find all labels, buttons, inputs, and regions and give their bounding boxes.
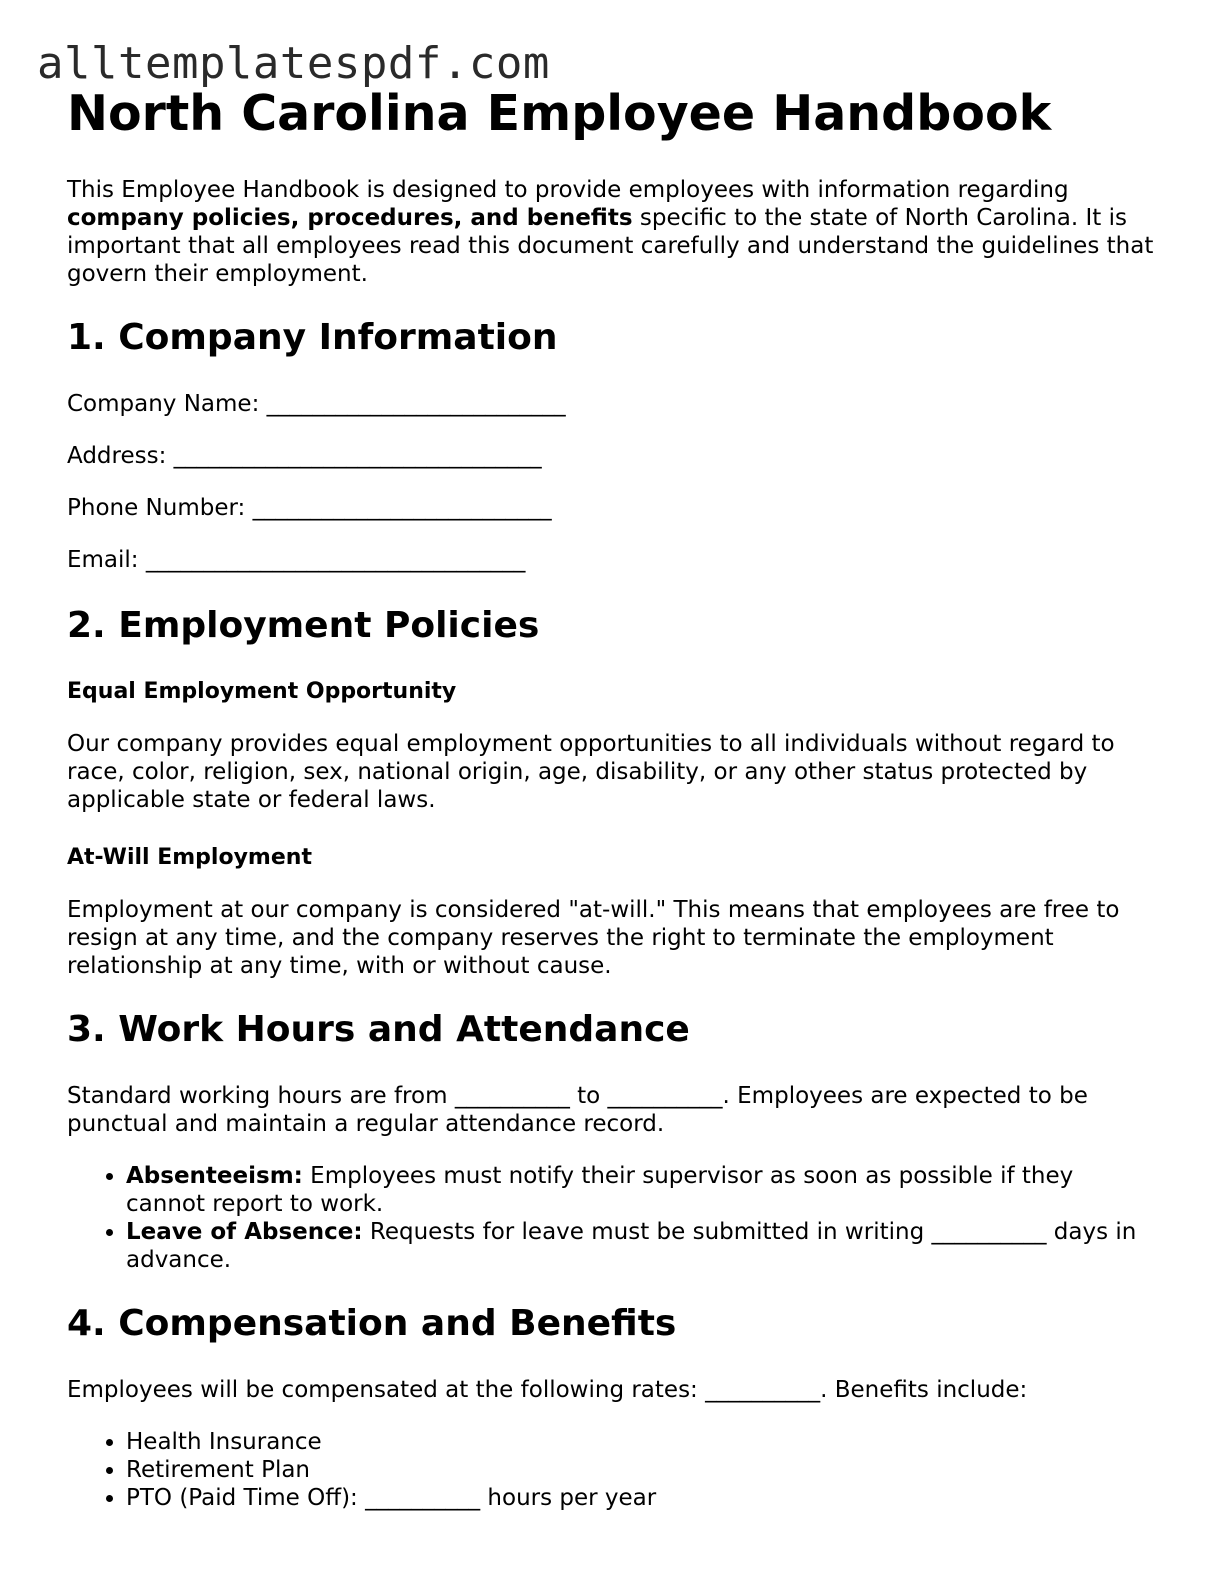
intro-bold-text: company policies, procedures, and benefits xyxy=(67,205,633,231)
work-hours-text: Standard working hours are from xyxy=(67,1083,455,1109)
company-info-fields xyxy=(67,390,1157,574)
field-label: Phone Number: xyxy=(67,495,253,521)
company-name-blank[interactable]: __________________________ xyxy=(266,391,566,417)
email-blank[interactable]: _________________________________ xyxy=(145,547,526,573)
page-title: North Carolina Employee Handbook xyxy=(67,85,1052,142)
bullet-term: Leave of Absence: xyxy=(126,1219,363,1245)
eeo-heading: Equal Employment Opportunity xyxy=(67,679,457,704)
field-label: Company Name: xyxy=(67,391,267,417)
list-item: • PTO (Paid Time Off): __________ hours per year xyxy=(126,1484,1157,1512)
section-3-heading: 3. Work Hours and Attendance xyxy=(67,1009,690,1050)
benefits-list xyxy=(67,1428,1157,1512)
compensation-paragraph: Employees will be compensated at the following rates: __________. Benefits include: xyxy=(67,1377,1028,1403)
bullet-text: Employees must notify their supervisor as soon as possible if they cannot report to work. xyxy=(126,1163,1074,1217)
at-will-heading: At-Will Employment xyxy=(67,845,312,870)
document-page xyxy=(67,84,1157,1512)
phone-number-blank[interactable]: __________________________ xyxy=(252,495,552,521)
watermark: alltemplatespdf.com xyxy=(37,38,550,89)
work-hours-text: . Employees are expected to be punctual and maintain a regular attendance record. xyxy=(67,1083,1088,1137)
eeo-paragraph: Our company provides equal employment opportunities to all individuals without regard to race, color, religion, sex, national origin, age, disability, or any other status protected by applicable state or federal laws. xyxy=(67,731,1115,813)
list-item xyxy=(126,1218,1157,1274)
end-time-blank[interactable]: __________ xyxy=(607,1083,723,1109)
bullet-text: Requests for leave must be submitted in writing __________ days in advance. xyxy=(126,1219,1137,1273)
company-name-field xyxy=(67,390,1157,418)
work-hours-text: to xyxy=(569,1083,608,1109)
attendance-list xyxy=(67,1162,1157,1274)
at-will-paragraph: Employment at our company is considered "at-will." This means that employees are free to resign at any time, and the company reserves the right to terminate the employment relationship at any time, with or without cause. xyxy=(67,897,1120,979)
section-4-heading: 4. Compensation and Benefits xyxy=(67,1303,677,1344)
list-item: • Retirement Plan xyxy=(126,1456,1157,1484)
intro-paragraph xyxy=(67,176,1157,288)
address-blank[interactable]: ________________________________ xyxy=(173,443,542,469)
section-2-heading: 2. Employment Policies xyxy=(67,605,540,646)
intro-text-start: This Employee Handbook is designed to provide employees with information regarding xyxy=(67,177,1069,203)
field-label: Email: xyxy=(67,547,146,573)
list-item: • Health Insurance xyxy=(126,1428,1157,1456)
bullet-term: Absenteeism: xyxy=(126,1163,303,1189)
phone-number-field xyxy=(67,494,1157,522)
email-field xyxy=(67,546,1157,574)
work-hours-paragraph xyxy=(67,1082,1157,1138)
start-time-blank[interactable]: __________ xyxy=(454,1083,570,1109)
list-item xyxy=(126,1162,1157,1218)
section-1-heading: 1. Company Information xyxy=(67,317,558,358)
field-label: Address: xyxy=(67,443,174,469)
intro-text-end: specific to the state of North Carolina. It is important that all employees read this document carefully and understand the guidelines that govern their employment. xyxy=(67,205,1154,287)
address-field xyxy=(67,442,1157,470)
